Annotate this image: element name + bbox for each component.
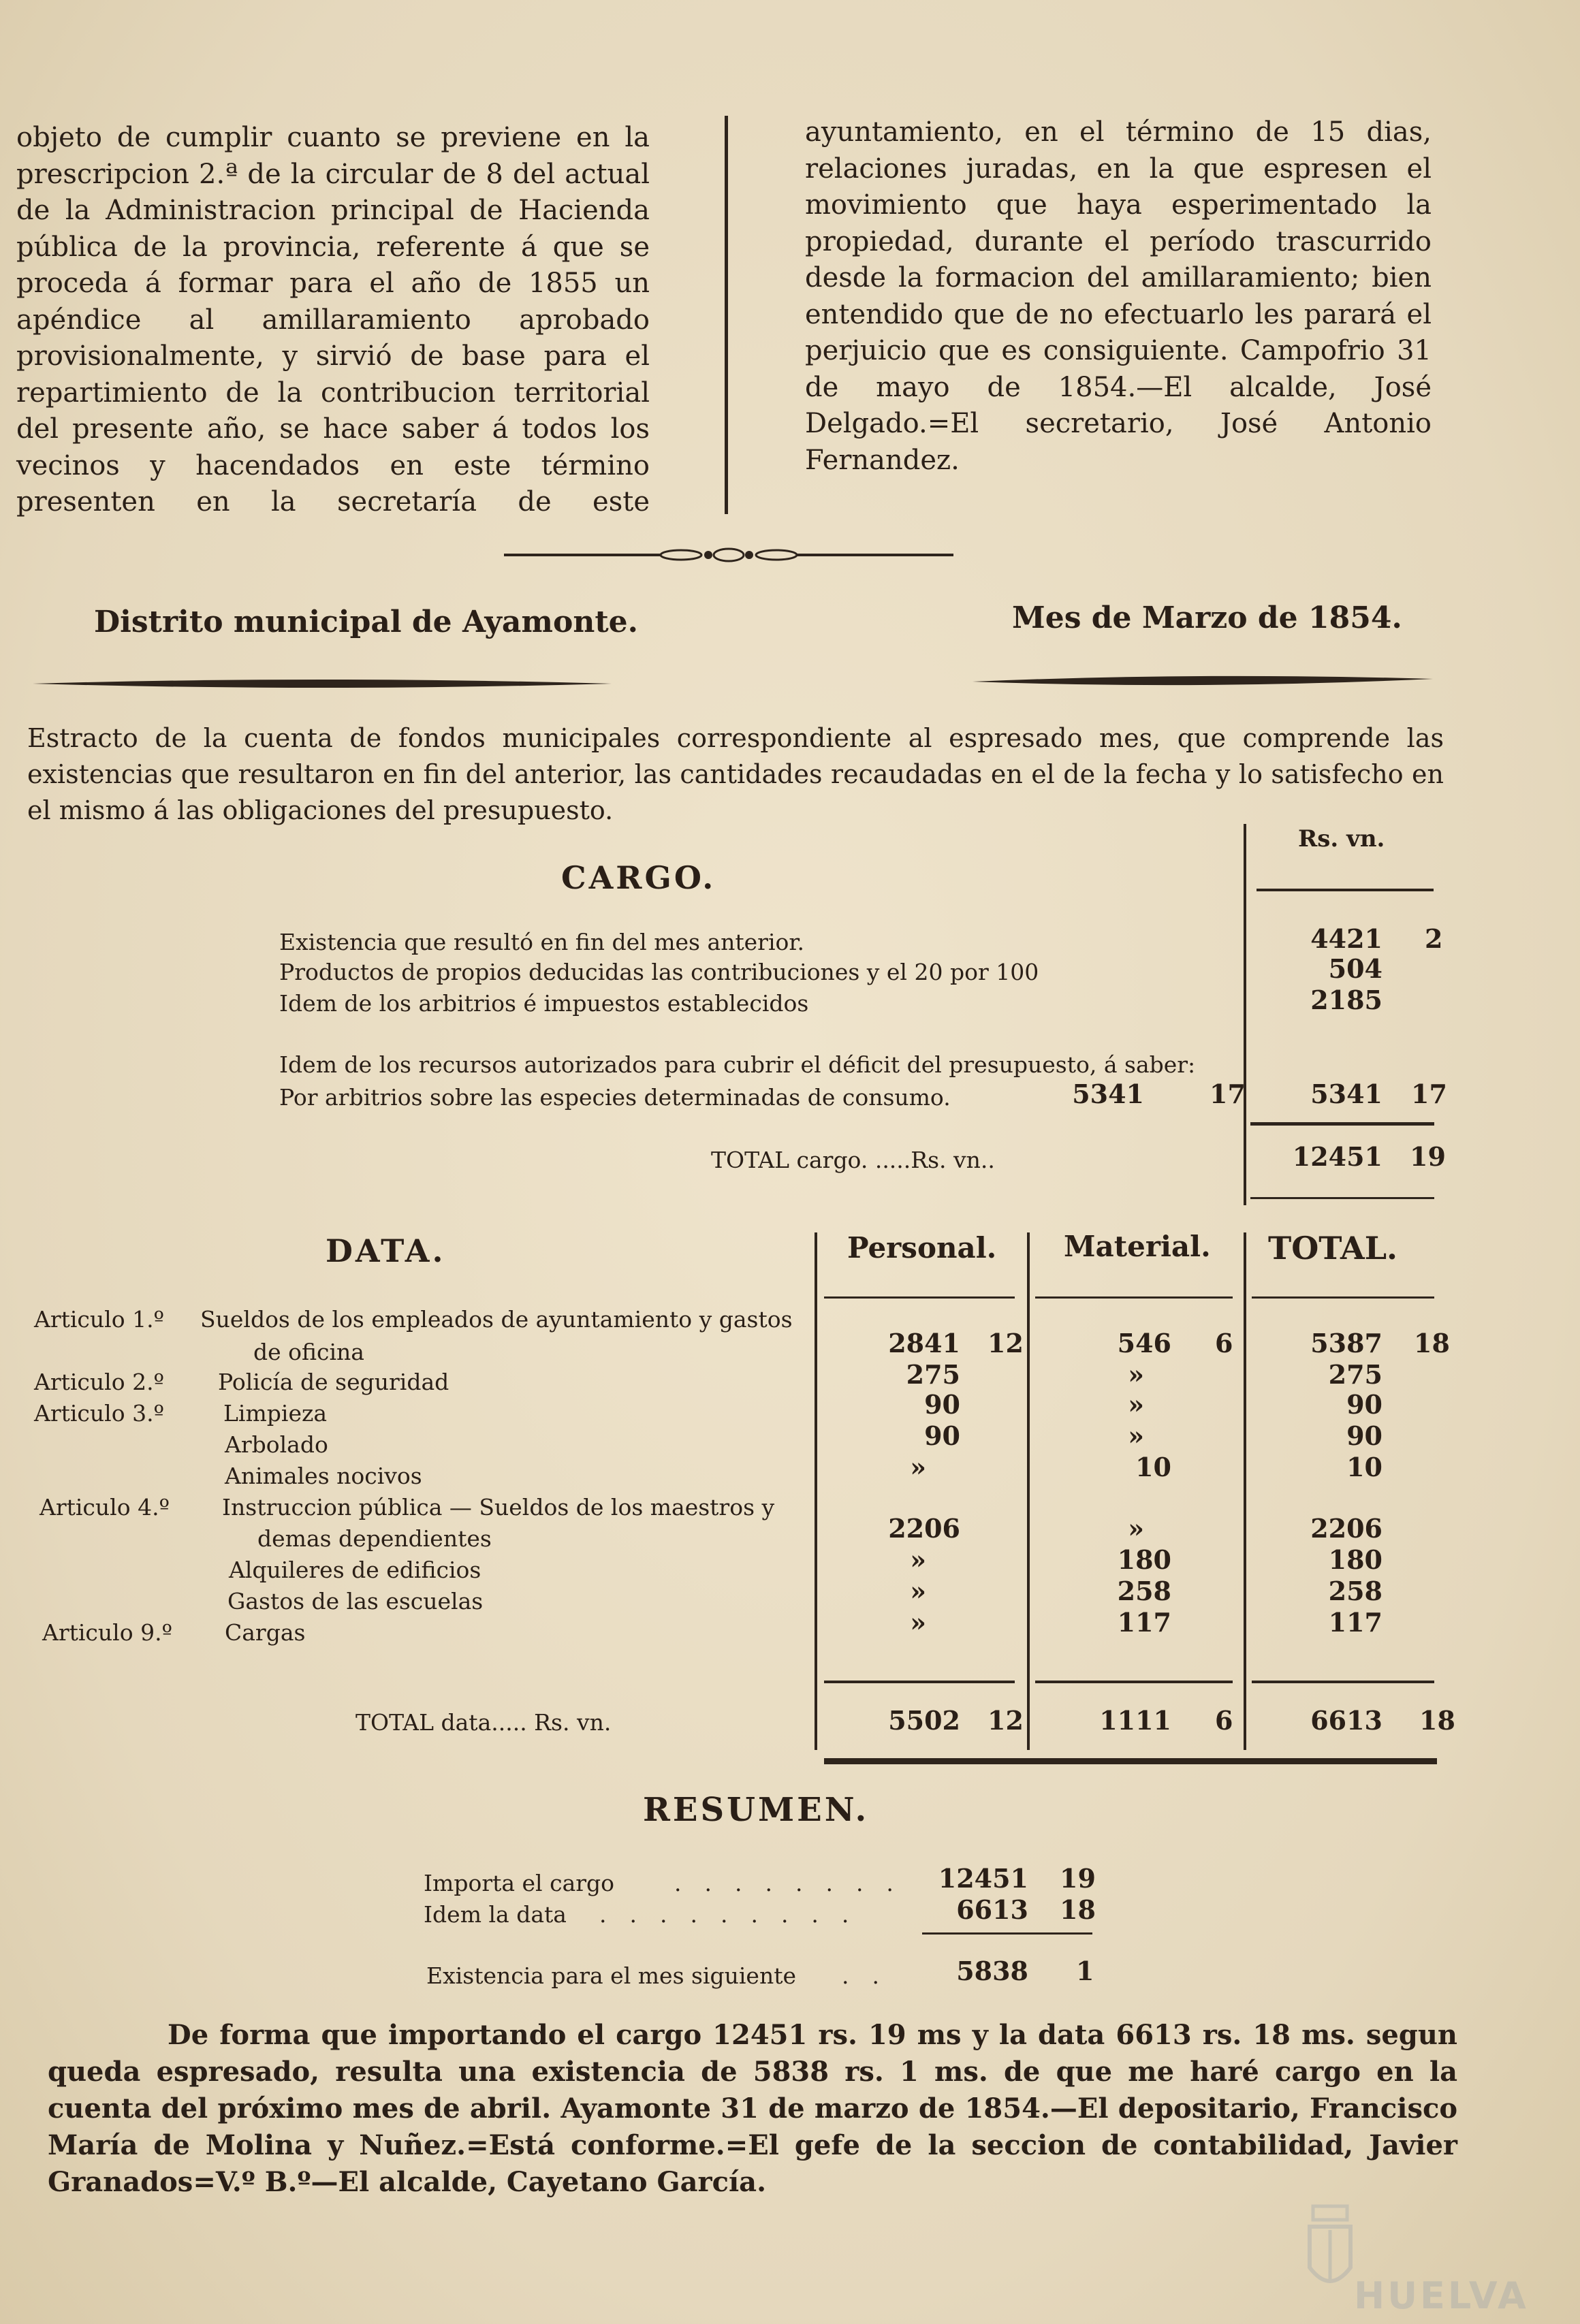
resumen-rule [922,1932,1092,1935]
cargo-vertical-rule [1244,824,1246,1205]
data-row-8-material: 258 [1117,1576,1171,1606]
data-total-total-cents: 18 [1419,1705,1455,1736]
cargo-row-existencia: Existencia que resultó en fin del mes anterior. [279,929,805,955]
data-total-rule-p [824,1681,1015,1683]
data-row-1-personal-cents: 12 [988,1328,1024,1358]
data-row-1-total: 5387 [1310,1328,1382,1358]
data-head-rule-m [1035,1296,1233,1299]
intro-paragraph: Estracto de la cuenta de fondos municipales correspondiente al espresado mes, que comprende las existencias que resultaron en fin del anterior, las cantidades recaudadas en el de la fecha y lo satisfecho en el mismo á las obligaciones del presupuesto. [27,723,1444,825]
watermark-text: HUELVA [1354,2274,1529,2317]
data-row-5-label: Animales nocivos [225,1463,422,1489]
cargo-title: CARGO. [561,859,716,896]
resumen-data-label: Idem la data [424,1901,567,1928]
data-total-label: TOTAL data..... Rs. vn. [356,1709,612,1736]
crest-icon [1299,2199,1361,2302]
cargo-row-arbitrios: Idem de los arbitrios é impuestos establecidos [279,990,809,1017]
resumen-exist-dots: .. [842,1962,902,1989]
data-row-7-personal: » [910,1544,926,1575]
resumen-cargo-label: Importa el cargo [424,1870,615,1896]
data-row-4-material: » [1128,1420,1144,1451]
data-row-1-label: Sueldos de los empleados de ayuntamiento y gastos [200,1306,793,1333]
data-total-rule-m [1035,1681,1233,1683]
data-row-8-total: 258 [1328,1576,1382,1606]
data-article-3: Articulo 3.º [34,1400,165,1427]
data-rule-2 [1027,1232,1030,1750]
col-material-header: Material. [1064,1230,1211,1263]
data-total-total: 6613 [1310,1705,1382,1736]
data-row-7-total: 180 [1328,1544,1382,1575]
data-row-3-personal: 90 [924,1389,960,1420]
data-row-1-material-cents: 6 [1215,1328,1233,1358]
data-row-1-material: 546 [1117,1328,1171,1358]
cargo-subcents-recursos: 17 [1210,1079,1246,1109]
cargo-total-rule [1250,1122,1434,1126]
cargo-total-value: 12451 [1292,1141,1382,1172]
cargo-total-label: TOTAL cargo. .....Rs. vn.. [711,1147,995,1173]
resumen-data-value: 6613 [956,1894,1028,1925]
data-row-3-label: Limpieza [223,1400,328,1427]
data-row-9-material: 117 [1117,1607,1171,1638]
data-article-9: Articulo 9.º [42,1619,173,1646]
data-row-6-material: » [1128,1513,1144,1544]
archive-watermark [1299,2193,1529,2317]
data-row-8-personal: » [910,1576,926,1606]
cargo-value-existencia: 4421 [1310,923,1382,954]
data-row-3-material: » [1128,1389,1144,1420]
cargo-total-cents: 19 [1410,1141,1446,1172]
data-title: DATA. [326,1232,446,1269]
data-article-1: Articulo 1.º [34,1306,165,1333]
data-row-5-material: 10 [1135,1452,1171,1482]
resumen-cargo-dots: ........ [674,1870,917,1896]
data-head-rule-p [824,1296,1015,1299]
cargo-subvalue-recursos: 5341 [1072,1079,1144,1109]
data-bottom-rule [824,1758,1437,1764]
ornament-divider [504,547,953,563]
header-left-rule [33,674,612,695]
month-header: Mes de Marzo de 1854. [1012,601,1402,635]
resumen-title: RESUMEN. [643,1791,870,1829]
cargo-unit-rule [1257,889,1434,891]
top-right-paragraph: ayuntamiento, en el término de 15 dias, relaciones juradas, en la que espresen el movimiento que haya esperimentado la propiedad, durante el período trascurrido desde la formacion del amillaramiento; bien entendido que de no efectuarlo les parará el perjuicio que es consiguiente. Campofrio 31 de mayo de 1854.—El alcalde, José Delgado.=El secretario, José Antonio Fernandez. [805,116,1432,476]
col-personal-header: Personal. [847,1231,997,1264]
data-article-4: Articulo 4.º [40,1494,170,1521]
cargo-unit-header: Rs. vn. [1298,825,1385,853]
data-row-3-total: 90 [1346,1389,1382,1420]
data-row-4-label: Arbolado [225,1431,328,1458]
data-total-personal: 5502 [888,1705,960,1736]
data-row-6-label: Instruccion pública — Sueldos de los maestros y [222,1494,775,1521]
data-row-1-personal: 2841 [888,1328,960,1358]
resumen-cargo-cents: 19 [1060,1863,1096,1894]
cargo-recursos-intro: Idem de los recursos autorizados para cubrir el déficit del presupuesto, á saber: [279,1051,1196,1078]
data-total-rule-t [1252,1681,1434,1683]
data-total-material: 1111 [1099,1705,1171,1736]
data-rule-3 [1244,1232,1246,1750]
resumen-cargo-value: 12451 [938,1863,1028,1894]
data-row-6-personal: 2206 [888,1513,960,1544]
cargo-cents-existencia: 2 [1425,923,1443,954]
data-row-7-label: Alquileres de edificios [229,1557,481,1583]
data-rule-1 [815,1232,817,1750]
data-row-4-personal: 90 [924,1420,960,1451]
cargo-value-recursos: 5341 [1310,1079,1382,1109]
data-article-2: Articulo 2.º [34,1369,165,1395]
district-header: Distrito municipal de Ayamonte. [94,605,638,639]
data-row-5-personal: » [910,1452,926,1482]
resumen-exist-cents: 1 [1076,1956,1094,1986]
data-total-material-cents: 6 [1215,1705,1233,1736]
data-row-2-material: » [1128,1359,1144,1390]
data-row-9-personal: » [910,1607,926,1638]
data-row-7-material: 180 [1117,1544,1171,1575]
column-divider [725,116,728,514]
cargo-row-propios: Productos de propios deducidas las contribuciones y el 20 por 100 [279,959,1039,985]
data-row-8-label: Gastos de las escuelas [227,1588,484,1614]
data-total-personal-cents: 12 [988,1705,1024,1736]
col-total-header: TOTAL. [1268,1230,1398,1267]
data-row-2-label: Policía de seguridad [218,1369,449,1395]
top-right-column [805,114,1432,479]
data-row-2-personal: 275 [906,1359,960,1390]
top-left-column [16,120,650,521]
header-right-rule [973,671,1433,691]
data-row-9-total: 117 [1328,1607,1382,1638]
data-row-6-label2: demas dependientes [257,1525,492,1552]
resumen-data-cents: 18 [1060,1894,1096,1925]
cargo-bottom-rule [1250,1197,1434,1199]
data-row-6-total: 2206 [1310,1513,1382,1544]
data-row-4-total: 90 [1346,1420,1382,1451]
data-row-1-total-cents: 18 [1414,1328,1450,1358]
data-head-rule-t [1252,1296,1434,1299]
data-row-5-total: 10 [1346,1452,1382,1482]
data-row-2-total: 275 [1328,1359,1382,1390]
cargo-value-arbitrios: 2185 [1310,985,1382,1015]
resumen-data-dots: ......... [599,1901,872,1928]
cargo-row-recursos: Por arbitrios sobre las especies determinadas de consumo. [279,1084,951,1111]
data-row-9-label: Cargas [225,1619,306,1646]
cargo-value-propios: 504 [1328,953,1382,984]
top-left-paragraph: objeto de cumplir cuanto se previene en la prescripcion 2.ª de la circular de 8 del actual de la Administracion principal de Hacienda pública de la provincia, referente á que se proceda á formar para el año de 1855 un apéndice al amillaramiento aprobado provisionalmente, y sirvió de base para el repartimiento de la contribucion territorial del presente año, se hace saber á todos los vecinos y hacendados en este término presenten en la secretaría de este [16,122,650,518]
closing-paragraph: De forma que importando el cargo 12451 rs. 19 ms y la data 6613 rs. 18 ms. segun queda espresado, resulta una existencia de 5838 rs. 1 ms. de que me haré cargo en la cuenta del próximo mes de abril. Ayamonte 31 de marzo de 1854.—El depositario, Francisco María de Molina y Nuñez.=Está conforme.=El gefe de la seccion de contabilidad, Javier Granados=V.º B.º—El alcalde, Cayetano García. [48,2019,1457,2198]
resumen-exist-label: Existencia para el mes siguiente [426,1962,796,1989]
resumen-exist-value: 5838 [956,1956,1028,1986]
data-row-1-label2: de oficina [253,1339,364,1365]
cargo-cents-recursos: 17 [1411,1079,1447,1109]
